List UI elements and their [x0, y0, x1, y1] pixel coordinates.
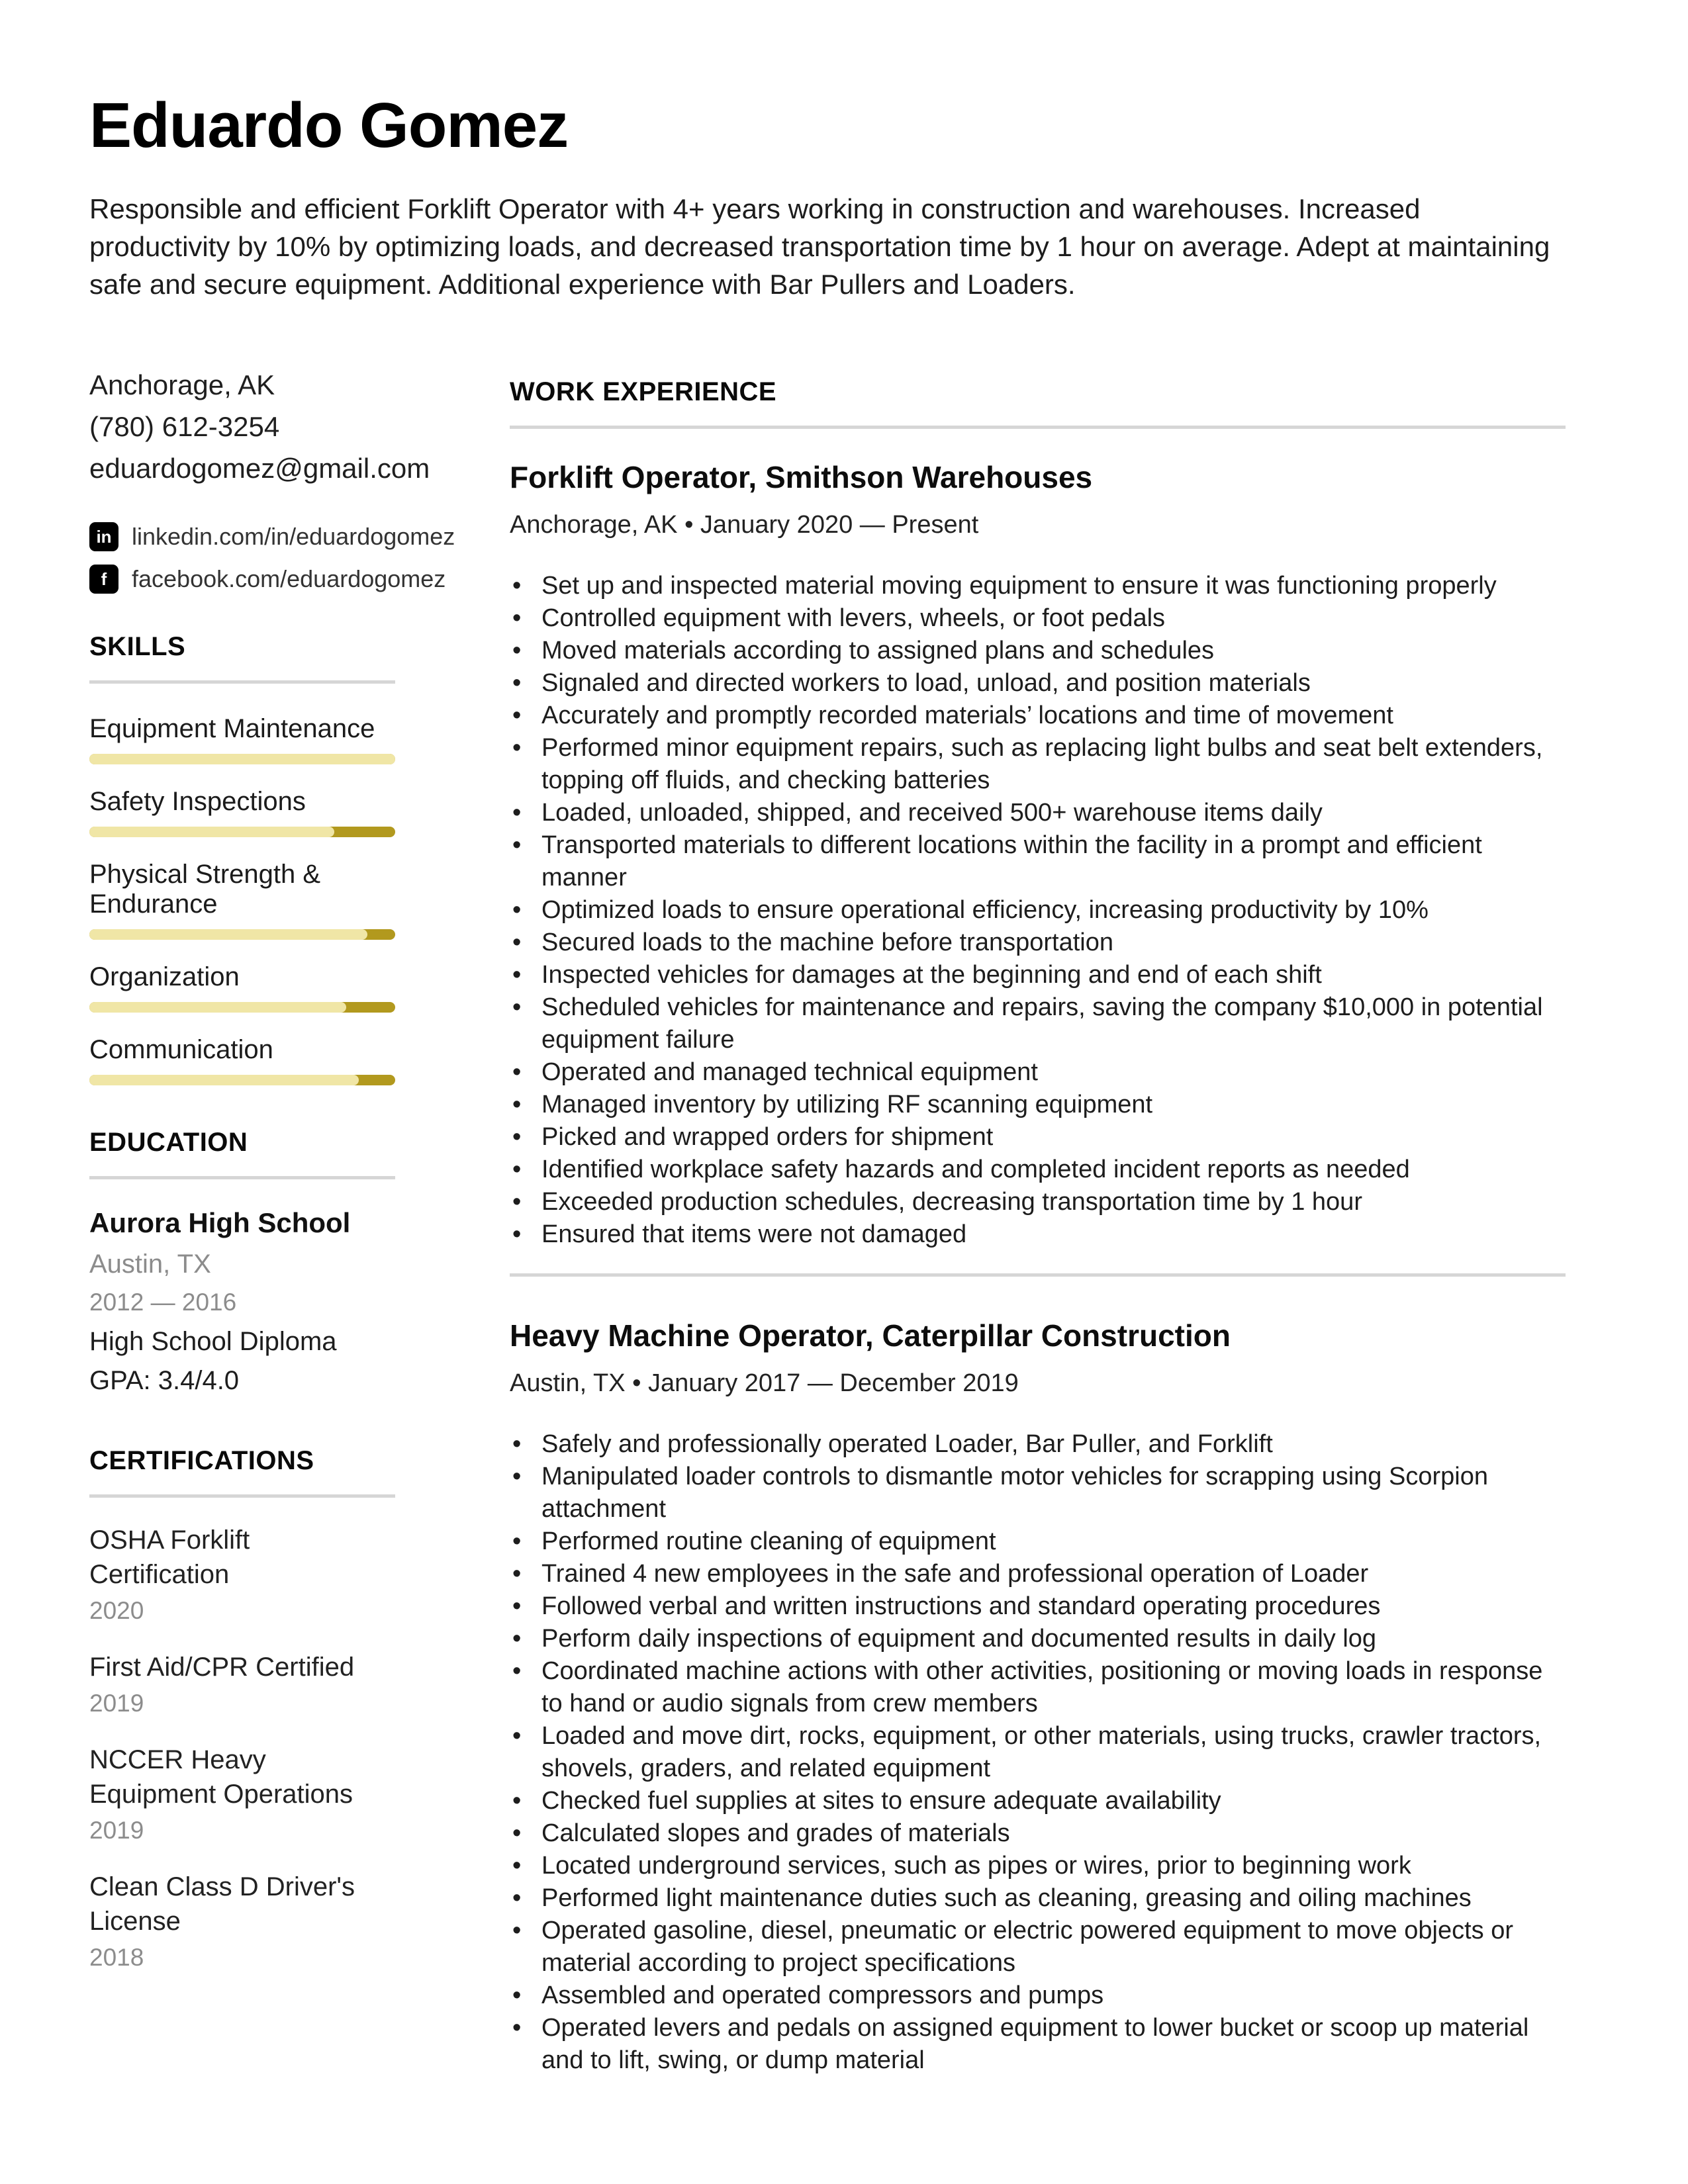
work-experience-column	[510, 364, 1566, 2077]
certification-year: 2019	[89, 1817, 144, 1844]
section-divider	[510, 1273, 1566, 1277]
job-bullet: • Accurately and promptly recorded materials’ locations and time of movement	[510, 700, 1566, 732]
section-rule	[89, 1176, 395, 1179]
job-bullet: • Safely and professionally operated Loader, Bar Puller, and Forklift	[510, 1428, 1566, 1461]
job-bullet: • Secured loads to the machine before transportation	[510, 927, 1566, 959]
certifications-section	[89, 1446, 395, 1972]
certification-year: 2020	[89, 1597, 144, 1624]
job-bullet: • Manipulated loader controls to dismantle motor vehicles for scrapping using Scorpion attachment	[510, 1461, 1566, 1525]
job-bullet: • Assembled and operated compressors and pumps	[510, 1979, 1566, 2012]
job	[510, 1318, 1566, 2077]
skill-item	[89, 1035, 395, 1085]
certification-year: 2019	[89, 1690, 144, 1717]
job-bullet: • Set up and inspected material moving equipment to ensure it was functioning properly	[510, 570, 1566, 602]
job-bullet: • Performed routine cleaning of equipment	[510, 1525, 1566, 1558]
job-bullet: • Optimized loads to ensure operational efficiency, increasing productivity by 10%	[510, 894, 1566, 927]
certification-item	[89, 1650, 395, 1717]
contact-link-text: linkedin.com/in/eduardogomez	[132, 523, 455, 550]
summary-paragraph: Responsible and efficient Forklift Operator with 4+ years working in construction and warehouses. Increased productivity by 10% by optimizing loads, and decreased transportation time by 1 hour on average. Adept at maintaining safe and secure equipment. Additional experience with Bar Pullers and Loaders.	[89, 193, 1550, 300]
education-degree: High School Diploma	[89, 1327, 337, 1356]
resume-header	[89, 89, 1602, 303]
certification-name: OSHA Forklift Certification	[89, 1525, 250, 1589]
certification-year: 2018	[89, 1944, 144, 1971]
jobs-list	[510, 459, 1566, 2077]
education-years: 2012 — 2016	[89, 1289, 237, 1316]
job-bullet: • Located underground services, such as pipes or wires, prior to beginning work	[510, 1850, 1566, 1882]
contact-location: Anchorage, AK	[89, 369, 275, 400]
job-bullet: • Loaded, unloaded, shipped, and received 500+ warehouse items daily	[510, 797, 1566, 829]
skill-item	[89, 860, 395, 940]
contact-phone: (780) 612-3254	[89, 411, 280, 442]
job-bullet: • Signaled and directed workers to load, unload, and position materials	[510, 667, 1566, 700]
certification-name: Clean Class D Driver's License	[89, 1872, 355, 1936]
job-bullet: • Performed light maintenance duties such as cleaning, greasing and oiling machines	[510, 1882, 1566, 1915]
skills-list	[89, 714, 395, 1085]
job-bullet: • Moved materials according to assigned plans and schedules	[510, 635, 1566, 667]
certification-item	[89, 1743, 395, 1844]
job-bullet: • Coordinated machine actions with other activities, positioning or moving loads in response to hand or audio signals from crew members	[510, 1655, 1566, 1720]
education-heading: EDUCATION	[89, 1128, 248, 1157]
education-section	[89, 1128, 395, 1396]
skill-bar	[89, 754, 395, 764]
job-meta: Austin, TX • January 2017 — December 2019	[510, 1369, 1019, 1397]
skill-bar-fill	[89, 827, 334, 837]
work-experience-heading: WORK EXPERIENCE	[510, 377, 777, 406]
skill-bar-fill	[89, 929, 367, 940]
job-bullet: • Operated levers and pedals on assigned equipment to lower bucket or scoop up material and to lift, swing, or dump material	[510, 2012, 1566, 2077]
columns	[89, 364, 1602, 2077]
certifications-list	[89, 1523, 395, 1972]
job-bullet: • Perform daily inspections of equipment and documented results in daily log	[510, 1623, 1566, 1655]
job-bullet: • Loaded and move dirt, rocks, equipment, or other materials, using trucks, crawler tractors, shovels, graders, and related equipment	[510, 1720, 1566, 1785]
contact-link-text: facebook.com/eduardogomez	[132, 565, 446, 592]
skill-bar	[89, 827, 395, 837]
skill-item	[89, 714, 395, 764]
person-name: Eduardo Gomez	[89, 90, 569, 161]
skill-bar-fill	[89, 1075, 359, 1085]
job-bullet: • Ensured that items were not damaged	[510, 1218, 1566, 1251]
section-rule	[510, 426, 1566, 429]
education-gpa: GPA: 3.4/4.0	[89, 1366, 240, 1395]
job-bullet: • Identified workplace safety hazards and completed incident reports as needed	[510, 1154, 1566, 1186]
job-bullet: • Controlled equipment with levers, wheels, or foot pedals	[510, 602, 1566, 635]
job-bullet: • Operated and managed technical equipment	[510, 1056, 1566, 1089]
contact-links	[89, 522, 455, 594]
job-bullet: • Followed verbal and written instructions and standard operating procedures	[510, 1590, 1566, 1623]
certification-name: First Aid/CPR Certified	[89, 1653, 355, 1682]
skill-bar	[89, 1075, 395, 1085]
job-title: Forklift Operator, Smithson Warehouses	[510, 460, 1093, 494]
certifications-heading: CERTIFICATIONS	[89, 1446, 314, 1475]
job-bullet: • Scheduled vehicles for maintenance and repairs, saving the company $10,000 in potential equipment failure	[510, 991, 1566, 1056]
skill-label: Safety Inspections	[89, 787, 306, 816]
contact-link	[89, 565, 446, 594]
job-bullet: • Picked and wrapped orders for shipment	[510, 1121, 1566, 1154]
skill-label: Organization	[89, 962, 240, 991]
job-bullets	[510, 570, 1566, 1251]
job	[510, 459, 1566, 1251]
certification-item	[89, 1523, 395, 1625]
certification-item	[89, 1870, 395, 1972]
skill-bar	[89, 929, 395, 940]
skills-section	[89, 632, 395, 1085]
education-location: Austin, TX	[89, 1250, 211, 1279]
job-bullet: • Trained 4 new employees in the safe and professional operation of Loader	[510, 1558, 1566, 1590]
job-bullet: • Transported materials to different locations within the facility in a prompt and efficient manner	[510, 829, 1566, 894]
sidebar	[89, 364, 455, 2077]
skill-item	[89, 787, 395, 837]
skills-heading: SKILLS	[89, 632, 186, 661]
linkedin-icon: in	[89, 522, 118, 551]
job-bullet: • Operated gasoline, diesel, pneumatic or electric powered equipment to move objects or material according to project specifications	[510, 1915, 1566, 1979]
skill-label: Physical Strength & Endurance	[89, 860, 321, 919]
section-rule	[89, 680, 395, 684]
section-rule	[89, 1494, 395, 1498]
contact-block	[89, 364, 455, 594]
job-title: Heavy Machine Operator, Caterpillar Construction	[510, 1318, 1231, 1353]
skill-label: Equipment Maintenance	[89, 714, 375, 743]
education-school: Aurora High School	[89, 1207, 351, 1238]
job-meta: Anchorage, AK • January 2020 — Present	[510, 511, 979, 539]
job-bullet: • Performed minor equipment repairs, such as replacing light bulbs and seat belt extenders, topping off fluids, and checking batteries	[510, 732, 1566, 797]
skill-label: Communication	[89, 1035, 273, 1064]
job-bullet: • Exceeded production schedules, decreasing transportation time by 1 hour	[510, 1186, 1566, 1218]
job-bullet: • Calculated slopes and grades of materials	[510, 1817, 1566, 1850]
contact-link	[89, 522, 455, 551]
skill-item	[89, 962, 395, 1013]
contact-email: eduardogomez@gmail.com	[89, 453, 430, 484]
facebook-icon: f	[89, 565, 118, 594]
skill-bar	[89, 1002, 395, 1013]
job-bullet: • Inspected vehicles for damages at the beginning and end of each shift	[510, 959, 1566, 991]
skill-bar-fill	[89, 754, 395, 764]
certification-name: NCCER Heavy Equipment Operations	[89, 1745, 353, 1809]
job-bullets	[510, 1428, 1566, 2077]
job-bullet: • Managed inventory by utilizing RF scanning equipment	[510, 1089, 1566, 1121]
skill-bar-fill	[89, 1002, 346, 1013]
job-bullet: • Checked fuel supplies at sites to ensure adequate availability	[510, 1785, 1566, 1817]
